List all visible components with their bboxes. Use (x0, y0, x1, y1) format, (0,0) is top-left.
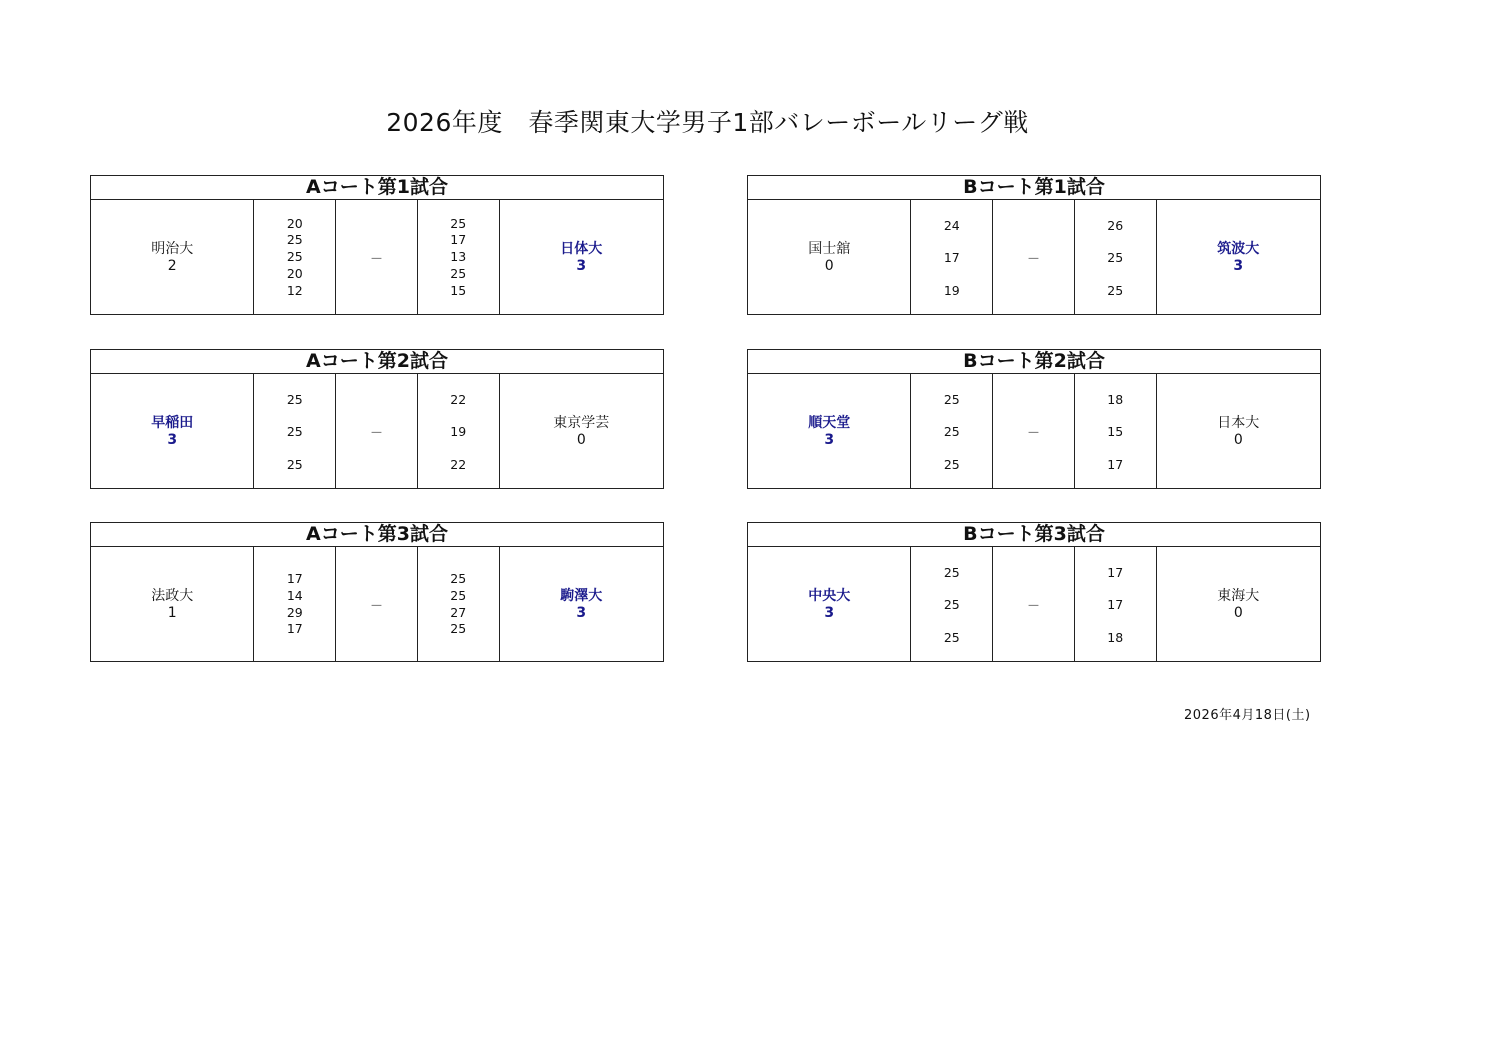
right-team-name: 駒澤大 (560, 587, 603, 604)
set-score: 25 (286, 456, 303, 472)
right-team-name: 日本大 (1217, 414, 1260, 431)
right-team-name: 日体大 (560, 240, 603, 257)
right-team-sets: 0 (1233, 431, 1243, 448)
left-team-sets: 2 (167, 257, 177, 274)
match-table (90, 175, 664, 315)
set-score: 19 (450, 424, 467, 439)
set-score: 25 (450, 570, 467, 586)
left-set-scores (944, 547, 960, 662)
right-team-sets: 0 (1233, 604, 1243, 621)
right-team-name: 東海大 (1217, 587, 1260, 604)
set-score: 25 (943, 629, 960, 645)
right-set-scores (450, 571, 466, 638)
match-body (748, 547, 1320, 662)
set-score: 18 (1107, 391, 1124, 407)
set-score: 25 (943, 456, 960, 472)
right-set-scores (1107, 200, 1123, 315)
left-set-scores (287, 216, 303, 300)
match-body (91, 547, 663, 662)
score-separator: － (369, 252, 383, 267)
left-scores-cell (911, 547, 993, 662)
right-team-sets: 3 (576, 604, 587, 621)
match-header: Aコート第3試合 (91, 523, 663, 547)
left-scores-cell (911, 200, 993, 315)
match-body (91, 374, 663, 489)
set-score: 22 (450, 391, 467, 407)
left-set-scores (287, 374, 303, 489)
left-team-sets: 0 (824, 257, 834, 274)
set-score: 17 (1107, 564, 1124, 580)
right-team-name: 東京学芸 (553, 414, 610, 431)
set-score: 12 (286, 282, 303, 298)
set-score: 25 (1107, 250, 1124, 265)
match-table (90, 349, 664, 489)
match-header: Aコート第2試合 (91, 350, 663, 374)
set-score: 17 (1107, 597, 1124, 612)
set-score: 25 (450, 215, 467, 231)
set-score: 17 (286, 570, 303, 586)
dash-cell (993, 374, 1075, 489)
right-team-cell (500, 374, 663, 489)
left-team-name: 順天堂 (808, 414, 851, 431)
page-title: 2026年度 春季関東大学男子1部バレーボールリーグ戦 (386, 108, 1029, 137)
set-score: 20 (286, 215, 303, 231)
set-score: 25 (450, 265, 467, 281)
set-score: 17 (1107, 456, 1124, 472)
left-team-cell (748, 374, 911, 489)
set-score: 25 (943, 597, 960, 612)
left-team-name: 明治大 (151, 240, 194, 257)
right-scores-cell (418, 200, 500, 315)
right-team-name: 筑波大 (1217, 240, 1260, 257)
right-team-cell (1157, 200, 1320, 315)
score-separator: － (1026, 252, 1040, 267)
set-score: 25 (450, 587, 467, 603)
left-team-cell (748, 547, 911, 662)
set-score: 19 (943, 282, 960, 298)
left-team-name: 国士舘 (808, 240, 851, 257)
match-body (748, 374, 1320, 489)
set-score: 17 (943, 250, 960, 265)
left-team-cell (91, 547, 254, 662)
right-team-sets: 0 (576, 431, 586, 448)
dash-cell (993, 547, 1075, 662)
set-score: 25 (286, 424, 303, 439)
set-score: 15 (1107, 424, 1124, 439)
right-set-scores (1107, 374, 1123, 489)
right-scores-cell (1075, 200, 1157, 315)
set-score: 20 (286, 265, 303, 281)
match-header: Bコート第3試合 (748, 523, 1320, 547)
left-team-name: 中央大 (808, 587, 851, 604)
match-date: 2026年4月18日(土) (1184, 708, 1311, 723)
left-scores-cell (911, 374, 993, 489)
right-set-scores (1107, 547, 1123, 662)
left-team-sets: 3 (824, 604, 835, 621)
left-team-sets: 3 (824, 431, 835, 448)
set-score: 25 (943, 391, 960, 407)
right-set-scores (450, 374, 466, 489)
left-team-cell (91, 200, 254, 315)
set-score: 27 (450, 604, 467, 620)
match-header: Bコート第2試合 (748, 350, 1320, 374)
right-scores-cell (418, 547, 500, 662)
set-score: 25 (943, 424, 960, 439)
dash-cell (336, 547, 418, 662)
dash-cell (336, 374, 418, 489)
left-set-scores (944, 374, 960, 489)
left-scores-cell (254, 547, 336, 662)
match-table (747, 349, 1321, 489)
set-score: 13 (450, 249, 467, 265)
left-team-sets: 3 (167, 431, 178, 448)
right-team-sets: 3 (576, 257, 587, 274)
score-separator: － (369, 426, 383, 441)
left-set-scores (287, 571, 303, 638)
set-score: 25 (1107, 282, 1124, 298)
match-table (747, 175, 1321, 315)
set-score: 17 (450, 232, 467, 248)
set-score: 29 (286, 604, 303, 620)
set-score: 24 (943, 217, 960, 233)
set-score: 25 (286, 391, 303, 407)
set-score: 25 (450, 621, 467, 637)
score-separator: － (369, 599, 383, 614)
set-score: 15 (450, 282, 467, 298)
score-separator: － (1026, 599, 1040, 614)
match-header: Aコート第1試合 (91, 176, 663, 200)
match-body (748, 200, 1320, 315)
set-score: 18 (1107, 629, 1124, 645)
left-set-scores (944, 200, 960, 315)
left-scores-cell (254, 374, 336, 489)
right-scores-cell (1075, 547, 1157, 662)
left-team-cell (91, 374, 254, 489)
right-team-cell (1157, 547, 1320, 662)
left-team-sets: 1 (167, 604, 177, 621)
left-team-name: 早稲田 (151, 414, 194, 431)
match-header: Bコート第1試合 (748, 176, 1320, 200)
set-score: 14 (286, 587, 303, 603)
set-score: 25 (286, 232, 303, 248)
right-team-sets: 3 (1233, 257, 1244, 274)
set-score: 25 (943, 564, 960, 580)
dash-cell (336, 200, 418, 315)
left-scores-cell (254, 200, 336, 315)
right-team-cell (1157, 374, 1320, 489)
right-team-cell (500, 200, 663, 315)
left-team-name: 法政大 (151, 587, 194, 604)
set-score: 25 (286, 249, 303, 265)
right-scores-cell (1075, 374, 1157, 489)
left-team-cell (748, 200, 911, 315)
right-set-scores (450, 216, 466, 300)
set-score: 17 (286, 621, 303, 637)
dash-cell (993, 200, 1075, 315)
match-table (90, 522, 664, 662)
set-score: 26 (1107, 217, 1124, 233)
match-body (91, 200, 663, 315)
score-separator: － (1026, 426, 1040, 441)
right-scores-cell (418, 374, 500, 489)
right-team-cell (500, 547, 663, 662)
match-table (747, 522, 1321, 662)
set-score: 22 (450, 456, 467, 472)
